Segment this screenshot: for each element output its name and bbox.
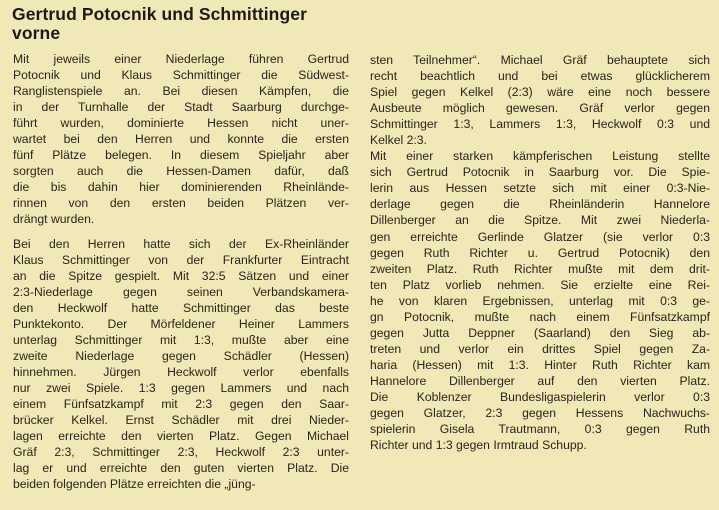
text-line: gegen Jutta Deppner (Saarland) den Sieg ab- xyxy=(370,325,710,340)
text-line: unterlag Schmittinger mit 1:3, mußte aber eine xyxy=(13,332,349,347)
text-line: sich Gertrud Potocnik in Saarburg vor. Die Spie- xyxy=(370,165,710,180)
text-line: gegen Ruth Richter u. Gertrud Potocnik) den xyxy=(370,245,710,260)
text-line: Kelkel 2:3. xyxy=(370,133,427,148)
text-line: in der Turnhalle der Stadt Saarburg durchge- xyxy=(13,100,349,115)
text-line: rinnen von den ersten beiden Plätzen ver- xyxy=(13,196,349,211)
text-line: nur zwei Spiele. 1:3 gegen Lammers und nach xyxy=(13,380,349,395)
text-line: Gräf 2:3, Schmittinger 2:3, Heckwolf 2:3 unter- xyxy=(13,445,349,460)
text-line: Die Koblenzer Bundesligaspielerin verlor 0:3 xyxy=(370,389,710,404)
text-line: gn Potocnik, mußte nach einem Fünfsatzkampf xyxy=(370,309,710,324)
text-line: Dillenberger an die Spitze. Mit zwei Niederla- xyxy=(370,213,710,228)
text-line: spielerin Gisela Trautmann, 0:3 gegen Ruth xyxy=(370,422,710,437)
text-line: sten Teilnehmer“. Michael Gräf behauptete sich xyxy=(370,53,710,67)
text-line: beiden folgenden Plätze erreichten die „jüng- xyxy=(13,477,256,492)
text-line: gegen Glatzer, 2:3 gegen Hessens Nachwuchs- xyxy=(370,406,710,421)
text-line: ten Platz vorlieb nehmen. Sie erzielte eine Rei- xyxy=(370,277,710,292)
text-line: treten und verlor ein drittes Spiel gegen Za- xyxy=(370,341,710,356)
text-line: Potocnik und Klaus Schmittinger die Südwest- xyxy=(13,68,349,83)
text-line: drängt wurden. xyxy=(13,212,95,227)
text-line: recht beachtlich und bei etwas glücklicherem xyxy=(370,69,710,84)
text-line: Klaus Schmittinger von der Frankfurter Eintracht xyxy=(13,252,349,267)
text-line: einem Fünfsatzkampf mit 2:3 gegen den Saar- xyxy=(13,396,349,411)
text-line: gen erreichte Gerlinde Glatzer (sie verlor 0:3 xyxy=(370,229,710,244)
text-line: hinnehmen. Jürgen Heckwolf verlor ebenfalls xyxy=(13,364,349,379)
text-line: zweite Niederlage gegen Schädler (Hessen) xyxy=(13,348,349,363)
headline-line: Gertrud Potocnik und Schmittinger xyxy=(12,4,307,24)
text-line: sorgten auch die Hessen-Damen dafür, daß xyxy=(13,164,349,179)
headline-line: vorne xyxy=(12,23,61,43)
paragraph-gap xyxy=(13,228,349,236)
text-line: Hannelore Dillenberger auf den vierten Platz. xyxy=(370,373,710,388)
article-headline xyxy=(12,5,352,43)
text-line: Bei den Herren hatte sich der Ex-Rheinländer xyxy=(13,236,349,251)
text-line: brücker Kelkel. Ernst Schädler mit drei Nieder- xyxy=(13,413,349,428)
text-line: lag er und erreichte den guten vierten Platz. Die xyxy=(13,461,349,476)
text-line: zweiten Platz. Ruth Richter mußte mit dem drit- xyxy=(370,261,710,276)
article-column-right xyxy=(370,52,710,453)
text-line: 2:3-Niederlage gegen seinen Verbandskamera- xyxy=(13,284,349,299)
text-line: Ausbeute möglich gewesen. Gräf verlor gegen xyxy=(370,101,710,116)
text-line: lerin aus Hessen setzte sich mit einer 0:3-Nie- xyxy=(370,181,710,196)
text-line: lagen erreichte den vierten Platz. Gegen Michael xyxy=(13,429,349,444)
text-line: he von klaren Ergebnissen, unterlag mit 0:3 ge- xyxy=(370,293,710,308)
text-line: Punktekonto. Der Mörfeldener Heiner Lammers xyxy=(13,316,349,331)
text-line: Richter und 1:3 gegen Irmtraud Schupp. xyxy=(370,438,587,453)
text-line: Spiel gegen Kelkel (2:3) wäre eine noch bessere xyxy=(370,85,710,100)
text-line: den Heckwolf hatte Schmittinger das beste xyxy=(13,300,349,315)
text-line: wartet bei den Herren und konnte die ersten xyxy=(13,132,349,147)
text-line: derlage gegen die Rheinländerin Hannelore xyxy=(370,197,710,212)
text-line: fünf Plätze belegen. In diesem Spieljahr aber xyxy=(13,148,349,163)
text-line: Mit einer starken kämpferischen Leistung stellte xyxy=(370,149,710,164)
text-line: Ranglistenspiele an. Bei diesen Kämpfen, die xyxy=(13,84,349,99)
text-line: Mit jeweils einer Niederlage führen Gertrud xyxy=(13,52,349,66)
article-column-left xyxy=(13,51,349,492)
text-line: an die Spitze gespielt. Mit 32:5 Sätzen und einer xyxy=(13,268,349,283)
text-line: führt wurden, dominierte Hessen nicht uner- xyxy=(13,116,349,131)
text-line: die bis dahin hier dominierenden Rheinlände- xyxy=(13,180,349,195)
text-line: Schmittinger 1:3, Lammers 1:3, Heckwolf 0:3 und xyxy=(370,117,710,132)
text-line: haria (Hessen) mit 1:3. Hinter Ruth Richter kam xyxy=(370,357,710,372)
